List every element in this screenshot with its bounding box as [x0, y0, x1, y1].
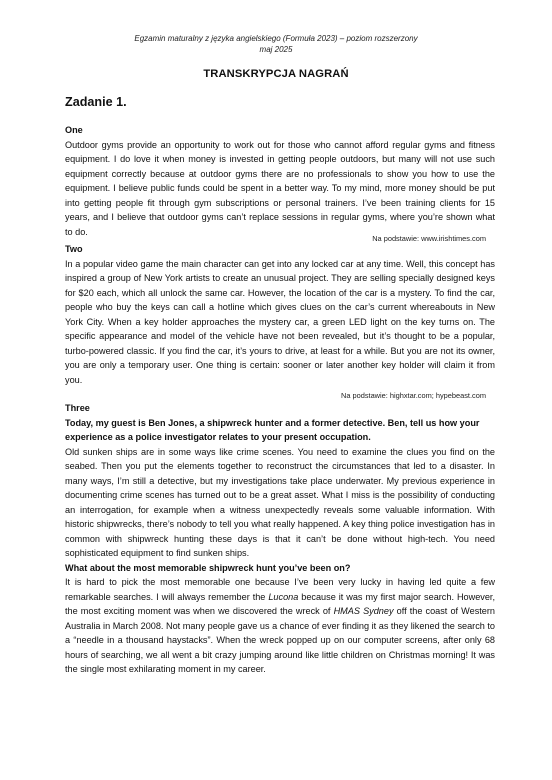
answer-2-part-3: off the coast of Western Australia in March 2008. Not many people gave us a chance of ever finding it as they likened the search to a “needle in a thousand haystacks”. When the wreck popped up on our computer screens, after only 68 hours of searching, we all went a bit crazy jumping around like little children on Christmas morning! It was the single most exhilarating moment in my career. — [65, 606, 495, 674]
interview-question-1: Today, my guest is Ben Jones, a shipwreck hunter and a former detective. Ben, tell us how your experience as a police investigator relates to your present occupation. — [65, 417, 480, 442]
interview-answer-2 — [65, 575, 495, 677]
section-one — [65, 123, 495, 239]
section-three-heading: Three — [65, 403, 90, 413]
section-two-source: Na podstawie: highxtar.com; hypebeast.com — [340, 391, 486, 400]
ship-name-lucona: Lucona — [268, 591, 299, 602]
page-title: TRANSKRYPCJA NAGRAŃ — [203, 68, 349, 80]
interview-answer-1: Old sunken ships are in some ways like crime scenes. You need to examine the clues you find on the seabed. Then you put the elements together to reconstruct the circumstances that led to a disaster. In many ways, I’m still a detective, but my investigations take place underwater. My previous experience in documenting crime scenes has turned out to be a great asset. What I miss is the possibility of conducting an interrogation, for example when a witness unexpectedly reveals some valuable information. With historic shipwrecks, there’s nobody to tell you what really happened. A key thing police investigation has in common with shipwreck hunting these days is that it can’t be done without high-tech. You need sophisticated equipment to find sunken ships. — [65, 446, 495, 558]
section-one-heading: One — [65, 125, 83, 135]
header-exam-line: Egzamin maturalny z języka angielskiego (Formuła 2023) – poziom rozszerzony — [134, 34, 418, 43]
answer-2-part-2: because it was my first major search. However, the most exciting moment was when we discovered the wreck of — [65, 591, 495, 616]
header-date-line: maj 2025 — [259, 45, 293, 54]
section-one-text: Outdoor gyms provide an opportunity to work out for those who cannot afford regular gyms and fitness equipment. I do love it when money is invested in getting people outdoors, but many will not use such equipment correctly because at outdoor gyms there are no professionals to show you how to use the equipment. I believe public funds could be spent in a better way. To my mind, more money should be put into getting people fit through gym subscriptions or personal trainers. I’ve been training clients for 15 years, and I believe that outdoor gyms can’t replace sessions in regular gyms, where you’re shown what to do. — [65, 139, 495, 237]
answer-2-part-1: It is hard to pick the most memorable one because I’ve been very lucky in having led quite a few remarkable searches. I will always remember the — [65, 577, 495, 602]
task-heading: Zadanie 1. — [65, 95, 127, 109]
ship-name-hmas-sydney: HMAS Sydney — [333, 606, 394, 616]
section-three — [65, 401, 495, 677]
section-one-source: Na podstawie: www.irishtimes.com — [372, 234, 486, 243]
section-two-heading: Two — [65, 244, 83, 254]
section-two-text: In a popular video game the main character can get into any locked car at any time. Well, this concept has inspired a group of New York artists to create an unusual project. They are selling specially designed keys for $20 each, which all unlock the same car. However, the location of the car is a mystery. To find the car, people who buy the keys can call a hotline which gives clues on the car’s current whereabouts in New York City. When a key holder approaches the mystery car, a green LED light on the key turns on. The specific appearance and model of the vehicle have not been revealed, but it’s thought to be a popular, turbo-powered classic. If you find the car, it’s yours to drive, at least for a while. But you are not its owner, you are only a temporary user. One thing is certain: sooner or later another key holder will claim it from you. — [65, 258, 495, 385]
interview-question-2: What about the most memorable shipwreck hunt you’ve been on? — [65, 562, 351, 573]
section-two — [65, 242, 495, 387]
